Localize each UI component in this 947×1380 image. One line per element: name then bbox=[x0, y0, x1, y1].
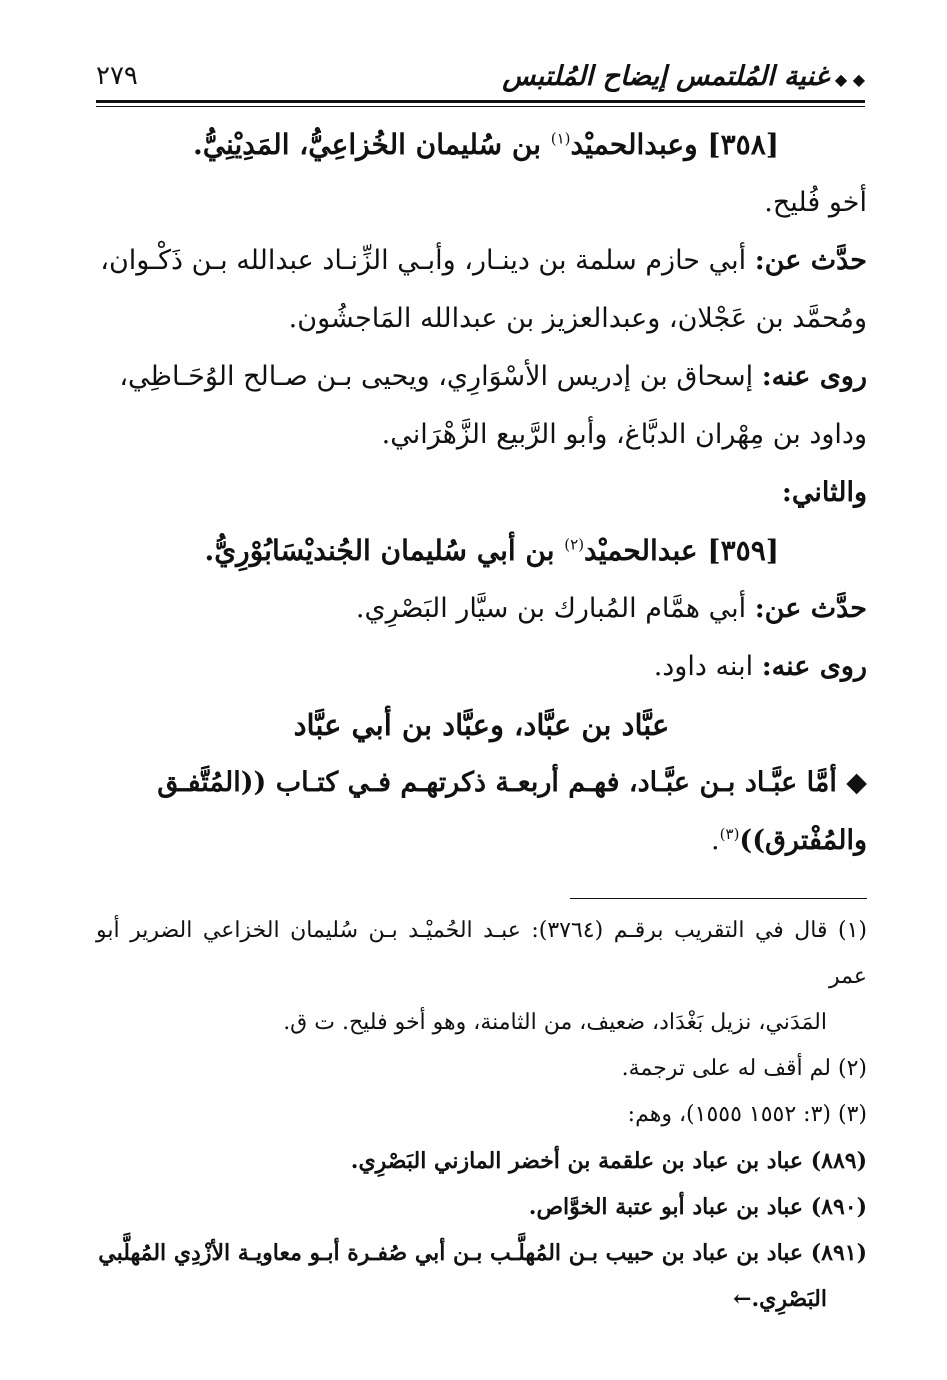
section-heading: عبَّاد بن عبَّاد، وعبَّاد بن أبي عبَّاد bbox=[293, 708, 670, 742]
entry-359-narrated-by: روى عنه: ابنه داود. bbox=[653, 651, 867, 682]
footnote-2: (٢) لم أقف له على ترجمة. bbox=[621, 1056, 867, 1081]
footnote-3-item-889: (٨٨٩) عباد بن عباد بن علقمة بن أخضر المازني البَصْرِي. bbox=[350, 1148, 867, 1174]
footnote-3-item-891: (٨٩١) عباد بن عباد بن حبيب بـن المُهلَّـب بـن أبي صُفـرة أبـو معاويـة الأزْدِي المُهلَّبي bbox=[98, 1240, 867, 1266]
entry-358-narrated-by: روى عنه: إسحاق بن إدريس الأسْوَارِي، ويحيى بـن صـالح الوُحَـاظِي، bbox=[119, 361, 867, 392]
section-paragraph: ◆ أمَّا عبَّـاد بـن عبَّـاد، فهـم أربعـة ذكرتهـم فـي كتـاب ((المُتَّفـق bbox=[157, 767, 867, 798]
footnote-3-item-891-cont: البَصْرِي.← bbox=[733, 1286, 827, 1312]
footnote-ref-3: (٣) bbox=[719, 825, 740, 843]
footnote-ref-2: (٢) bbox=[564, 535, 585, 554]
entry-358-narrated-from-cont: ومُحمَّد بن عَجْلان، وعبدالعزيز بن عبدالله المَاجشُون. bbox=[288, 303, 867, 334]
header-rule-thin bbox=[96, 106, 865, 107]
footnote-1-cont: المَدَني، نزيل بَغْدَاد، ضعيف، من الثامنة، وهو أخو فليح. ت ق. bbox=[283, 1010, 827, 1035]
running-header bbox=[96, 56, 865, 96]
footnote-3-item-890: (٨٩٠) عباد بن عباد أبو عتبة الخوَّاص. bbox=[528, 1194, 867, 1220]
footnotes bbox=[96, 908, 867, 1322]
book-title bbox=[502, 61, 865, 92]
footnote-3: (٣) (٣: ١٥٥٢ ١٥٥٥)، وهم: bbox=[627, 1102, 867, 1127]
entry-358-note: أخو فُليح. bbox=[764, 187, 867, 218]
diamond-icon: ◆ ◆ bbox=[834, 69, 865, 89]
second-label: والثاني: bbox=[781, 477, 867, 508]
entry-358-title: [٣٥٨] وعبدالحميْد$^{(١)}$ بن سُليمان الخُزاعِيُّ، المَدِيْنِيُّ. bbox=[192, 128, 779, 161]
entry-358-narrated-from: حدَّث عن: أبي حازم سلمة بن دينـار، وأبـي الزِّنـاد عبدالله بـن ذَكْـوان، bbox=[100, 245, 867, 276]
footnote-ref-1: (١) bbox=[550, 129, 571, 148]
entry-359-title: [٣٥٩] عبدالحميْد$^{(٢)}$ بن أبي سُليمان الجُنديْسَابُوْرِيُّ. bbox=[204, 534, 779, 567]
section-paragraph-cont: والمُفْترق))$^{(٣)}$. bbox=[711, 825, 867, 856]
entry-359-narrated-from: حدَّث عن: أبي همَّام المُبارك بن سيَّار البَصْرِي. bbox=[355, 593, 867, 624]
page-number: ٢٧٩ bbox=[96, 61, 138, 91]
entry-358-narrated-by-cont: وداود بن مِهْران الدبَّاغ، وأبو الرَّبيع الزَّهْرَاني. bbox=[381, 419, 867, 450]
main-text bbox=[96, 116, 867, 870]
footnote-1: (١) قال في التقريب برقـم (٣٧٦٤): عبـد الحُميْـد بـن سُليمان الخزاعي الضرير أبو عمر bbox=[96, 918, 867, 989]
footnote-rule bbox=[570, 898, 867, 899]
header-rule bbox=[96, 100, 865, 103]
book-title-text: غنية المُلتمس إيضاح المُلتبس bbox=[502, 60, 829, 92]
